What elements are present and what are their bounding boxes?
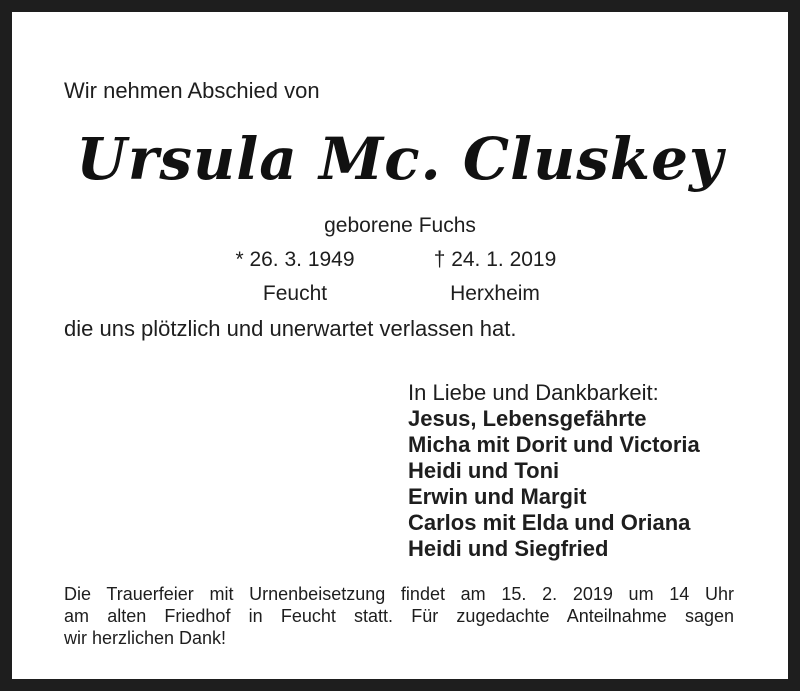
maiden-name: geborene Fuchs <box>324 214 476 237</box>
statement-text: die uns plötzlich und unerwartet verlassen hat. <box>64 316 517 341</box>
death-date: † 24. 1. 2019 <box>433 248 557 271</box>
ceremony-line: am alten Friedhof in Feucht statt. Für zugedachte Anteilnahme sagen <box>64 606 734 626</box>
mourners-lead: In Liebe und Dankbarkeit: <box>408 380 659 405</box>
mourner-name: Micha mit Dorit und Victoria <box>408 432 700 457</box>
mourner-name: Carlos mit Elda und Oriana <box>408 510 691 535</box>
mourner-name: Jesus, Lebensgefährte <box>408 406 647 431</box>
birth-place: Feucht <box>262 282 328 305</box>
ceremony-line: wir herzlichen Dank! <box>64 628 227 648</box>
death-place: Herxheim <box>450 282 540 305</box>
ceremony-line: Die Trauerfeier mit Urnenbeisetzung findet am 15. 2. 2019 um 14 Uhr <box>64 584 734 604</box>
mourner-name: Heidi und Toni <box>408 458 560 483</box>
birth-date: * 26. 3. 1949 <box>235 248 355 271</box>
ceremony-notice <box>64 583 734 649</box>
mourners-block <box>408 380 700 562</box>
mourner-name: Heidi und Siegfried <box>408 536 609 561</box>
deceased-name: Ursula Mc. Cluskey <box>76 125 724 193</box>
mourner-name: Erwin und Margit <box>408 484 587 509</box>
intro-text: Wir nehmen Abschied von <box>64 78 320 103</box>
